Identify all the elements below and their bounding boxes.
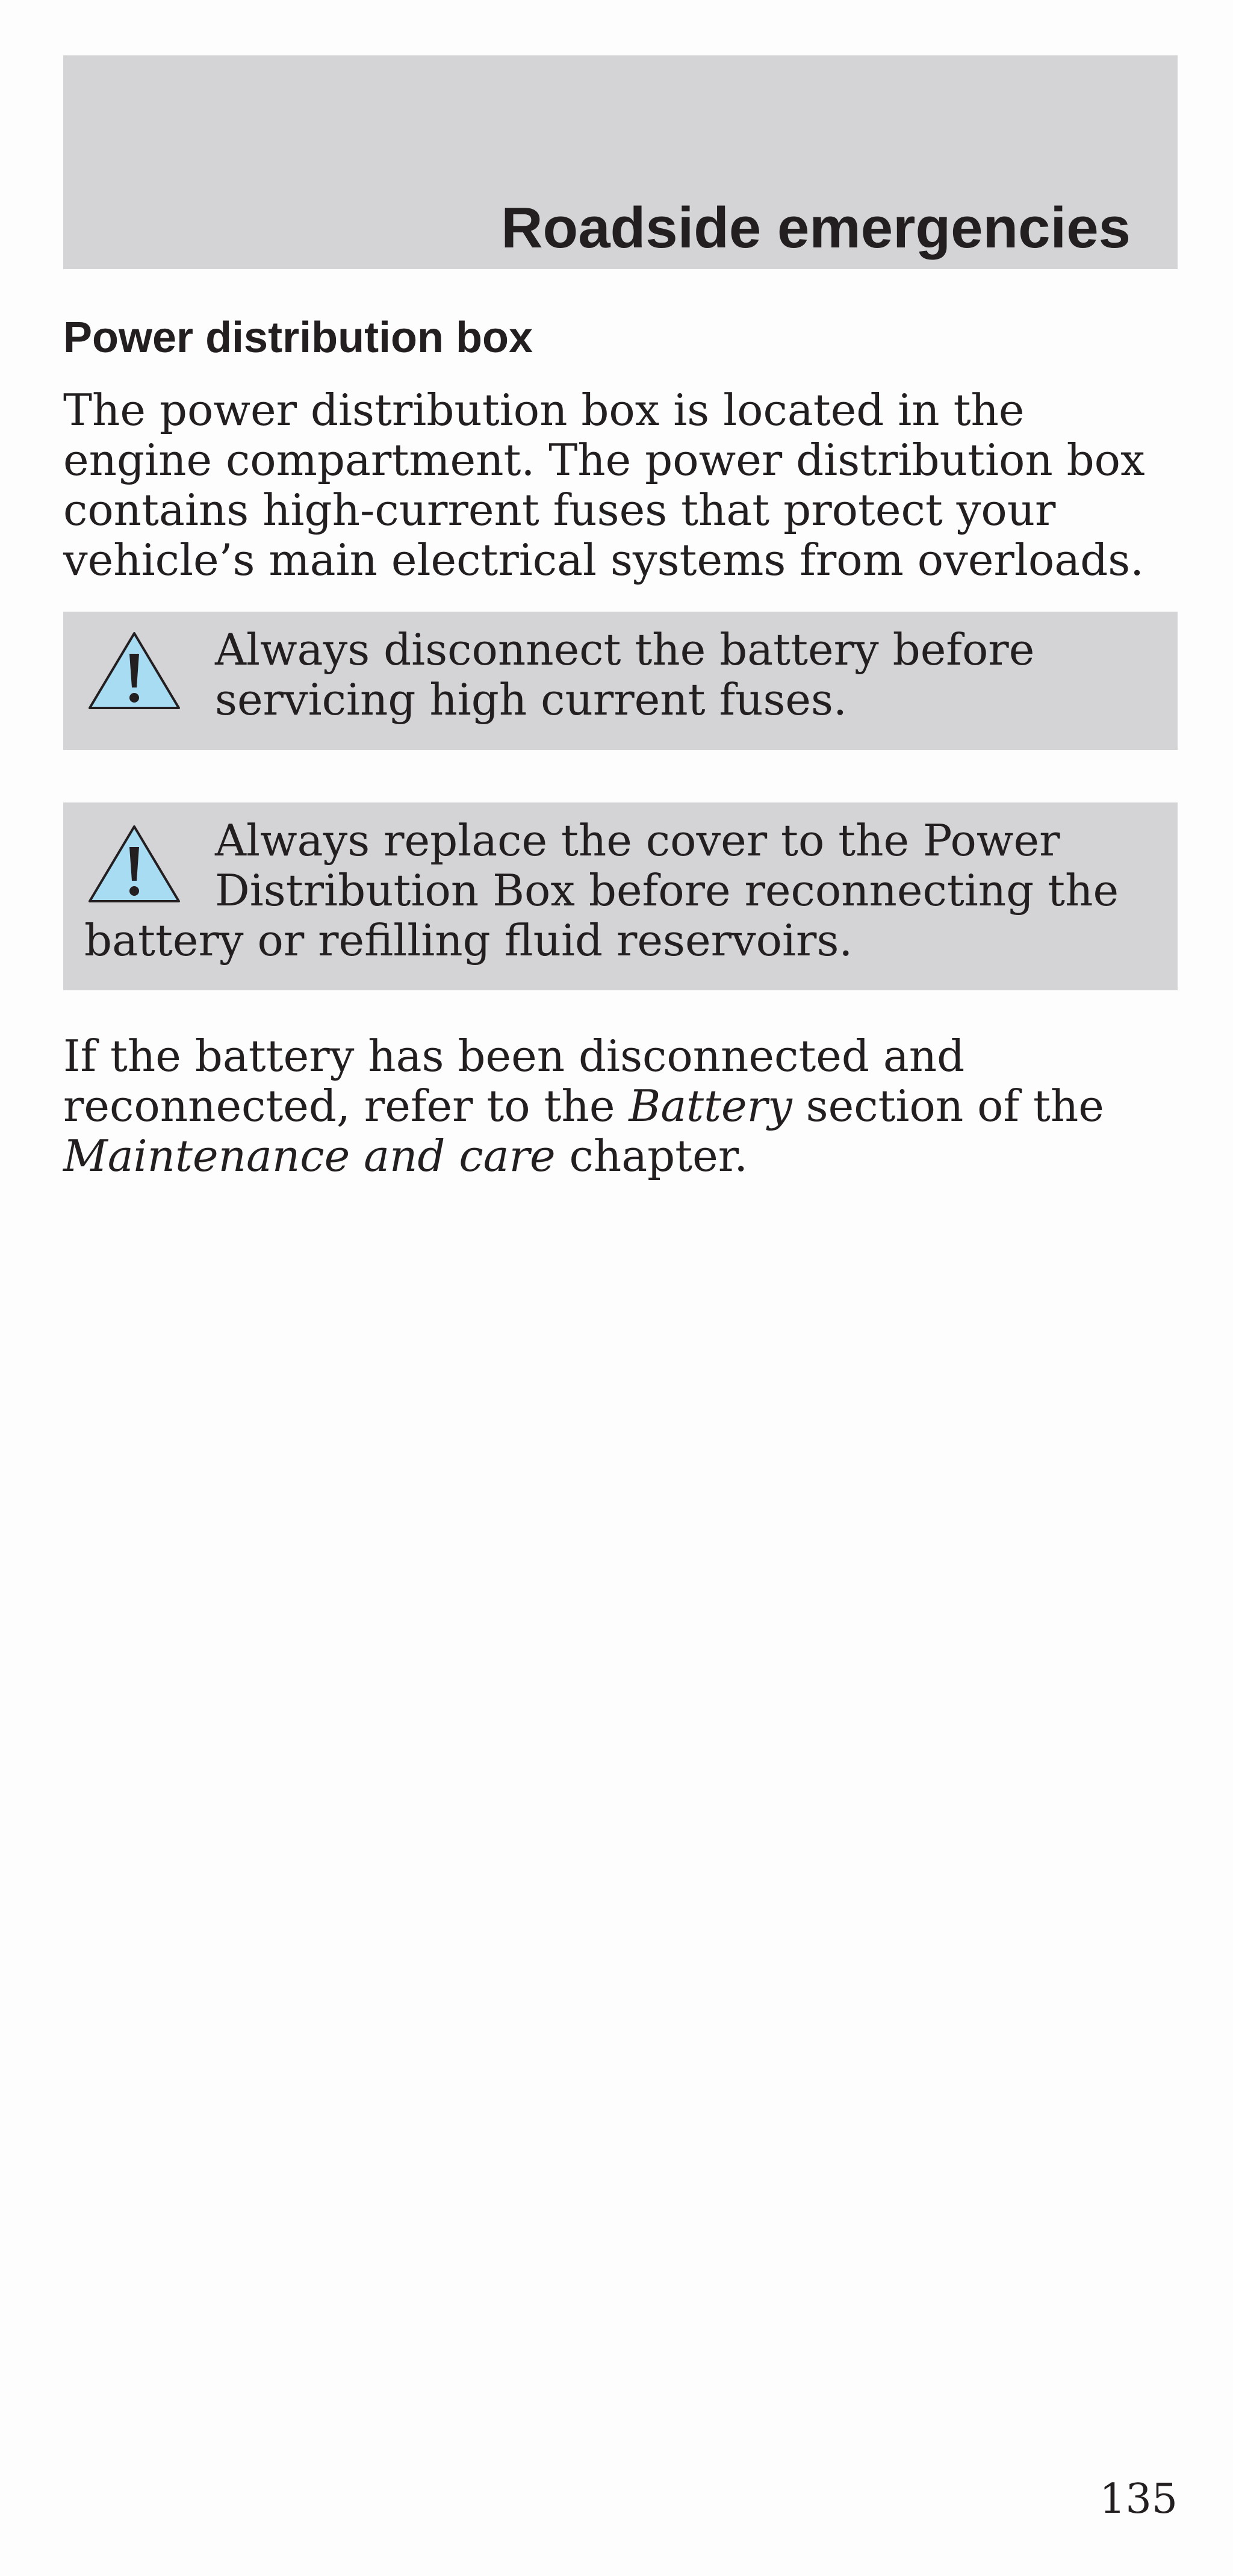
page-number: 135 <box>1099 2475 1178 2523</box>
warning-text: Always replace the cover to the Power Distribution Box before reconnecting the battery or refilling fluid reservoirs. <box>84 815 1119 966</box>
closing-text: section of the <box>792 1081 1104 1131</box>
section-heading: Power distribution box <box>63 314 533 362</box>
chapter-header-band <box>63 55 1178 269</box>
chapter-title: Roadside emergencies <box>501 196 1131 260</box>
warning-box-disconnect-battery <box>63 612 1178 750</box>
intro-paragraph: The power distribution box is located in the engine compartment. The power distribution box contains high-current fuses that protect your vehicle’s main electrical systems from overloads. <box>63 385 1145 585</box>
closing-text: chapter. <box>555 1131 748 1181</box>
battery-section-reference: Battery <box>629 1081 792 1131</box>
warning-box-replace-cover <box>63 802 1178 990</box>
closing-paragraph <box>63 1031 1178 1181</box>
closing-text: If the battery has been disconnected and reconnected, refer to the <box>63 1031 965 1131</box>
warning-text: Always disconnect the battery before servicing high current fuses. <box>215 624 1035 725</box>
maintenance-chapter-reference: Maintenance and care <box>63 1131 556 1181</box>
